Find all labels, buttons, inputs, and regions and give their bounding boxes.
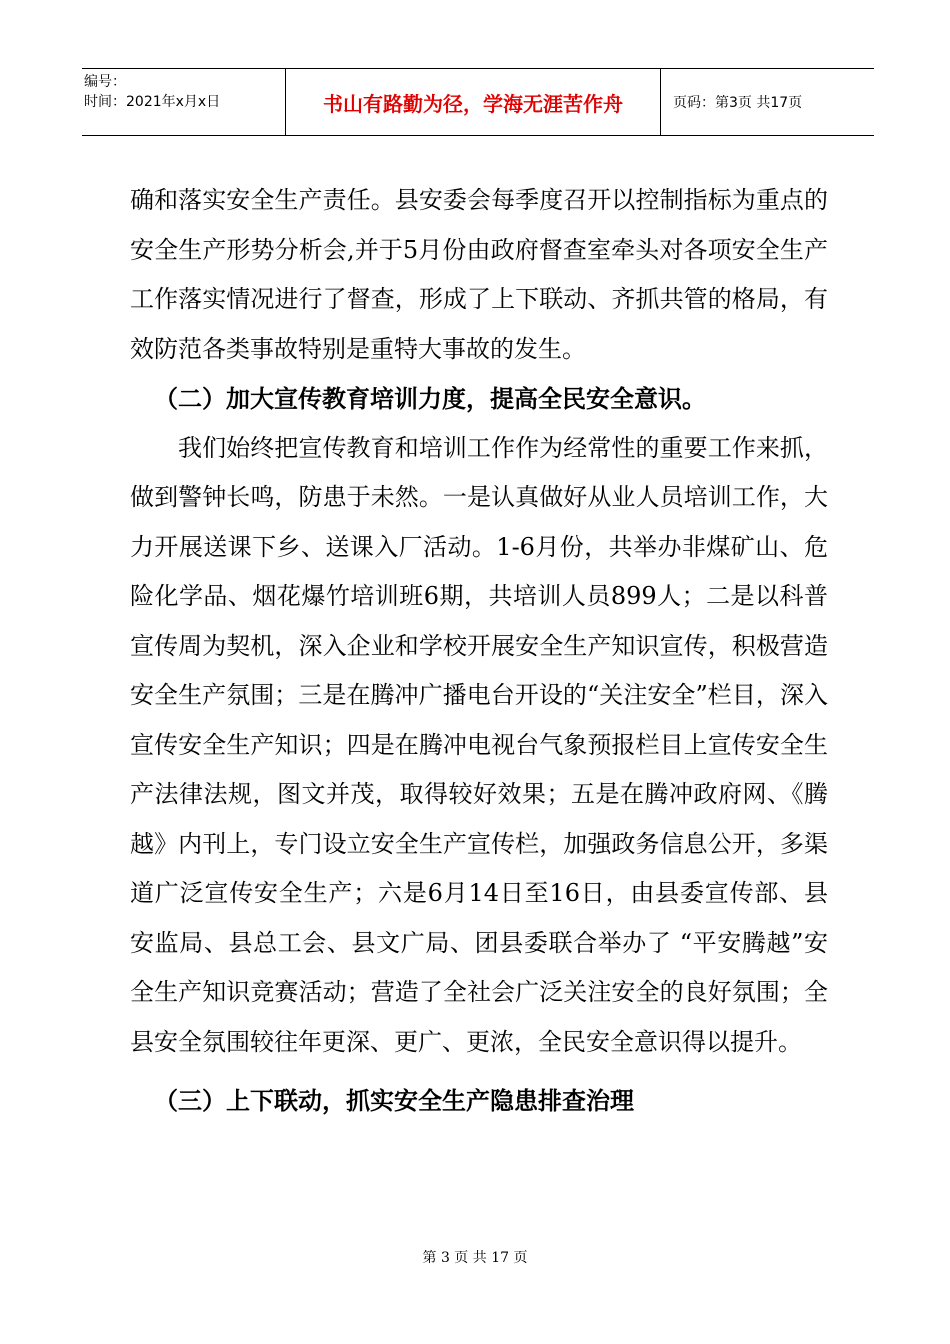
page-footer: 第 3 页 共 17 页	[422, 1250, 528, 1266]
document-body	[130, 176, 828, 1126]
section-heading-3: （三）上下联动，抓实安全生产隐患排查治理	[154, 1086, 634, 1115]
body-paragraph-education: 我们始终把宣传教育和培训工作作为经常性的重要工作来抓，做到警钟长鸣，防患于未然。一是认真做好从业人员培训工作，大力开展送课下乡、送课入厂活动。1-6月份，共举办非煤矿山、危险化学品、烟花爆竹培训班6期，共培训人员899人；二是以科普宣传周为契机，深入企业和学校开展安全生产知识宣传，积极营造安全生产氛围；三是在腾冲广播电台开设的“关注安全”栏目，深入宣传安全生产知识；四是在腾冲电视台气象预报栏目上宣传安全生产法律法规，图文并茂，取得较好效果；五是在腾冲政府网、《腾越》内刊上，专门设立安全生产宣传栏，加强政务信息公开，多渠道广泛宣传安全生产；六是6月14日至16日，由县委宣传部、县安监局、县总工会、县文广局、团县委联合举办了 “平安腾越”安全生产知识竞赛活动；营造了全社会广泛关注安全的良好氛围；全县安全氛围较往年更深、更广、更浓，全民安全意识得以提升。	[130, 433, 828, 1056]
header-meta	[82, 69, 285, 135]
body-paragraph-continued: 确和落实安全生产责任。县安委会每季度召开以控制指标为重点的安全生产形势分析会,并于5月份由政府督查室牵头对各项安全生产工作落实情况进行了督查，形成了上下联动、齐抓共管的格局，有效防范各类事故特别是重特大事故的发生。	[130, 186, 828, 363]
page-header	[82, 68, 874, 136]
header-motto: 书山有路勤为径，学海无涯苦作舟	[285, 69, 661, 135]
header-page-number: 页码：第3页 共17页	[673, 95, 803, 111]
section-heading-2: （二）加大宣传教育培训力度，提高全民安全意识。	[154, 384, 706, 413]
document-number-label: 编号：	[84, 74, 126, 90]
document-date-label: 时间：2021年x月x日	[84, 94, 221, 110]
